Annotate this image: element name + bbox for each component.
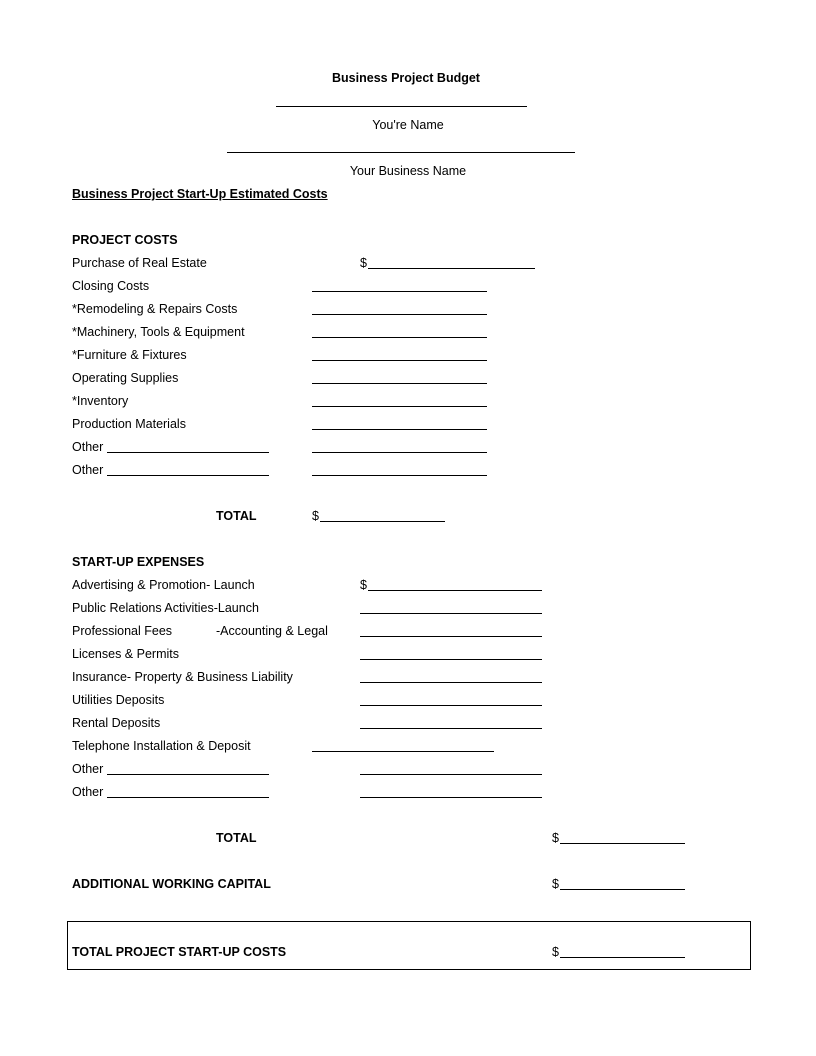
amount-field[interactable] — [312, 452, 487, 453]
project-cost-item: *Inventory — [72, 394, 129, 408]
professional-fees-subtext: -Accounting & Legal — [216, 624, 328, 638]
currency-symbol: $ — [552, 877, 559, 891]
business-name-field[interactable] — [227, 152, 575, 153]
amount-field[interactable] — [312, 406, 487, 407]
other-description-field[interactable] — [107, 774, 269, 775]
startup-expense-item: Telephone Installation & Deposit — [72, 739, 251, 753]
currency-symbol: $ — [360, 578, 367, 592]
startup-expense-item: Rental Deposits — [72, 716, 161, 730]
amount-field[interactable] — [360, 797, 542, 798]
project-cost-item: Other — [72, 463, 104, 477]
additional-working-capital-field[interactable] — [560, 889, 685, 890]
amount-field[interactable] — [360, 705, 542, 706]
startup-expense-item: Professional Fees — [72, 624, 173, 638]
amount-field[interactable] — [312, 337, 487, 338]
startup-expense-item: Public Relations Activities-Launch — [72, 601, 259, 615]
amount-field[interactable] — [360, 613, 542, 614]
amount-field[interactable] — [368, 590, 542, 591]
amount-field[interactable] — [312, 475, 487, 476]
project-cost-item: *Machinery, Tools & Equipment — [72, 325, 245, 339]
startup-expenses-heading: START-UP EXPENSES — [72, 555, 205, 569]
amount-field[interactable] — [312, 751, 494, 752]
amount-field[interactable] — [312, 429, 487, 430]
amount-field[interactable] — [360, 774, 542, 775]
amount-field[interactable] — [360, 636, 542, 637]
startup-expense-item: Utilities Deposits — [72, 693, 165, 707]
startup-expense-item: Licenses & Permits — [72, 647, 179, 661]
other-description-field[interactable] — [107, 475, 269, 476]
amount-field[interactable] — [312, 383, 487, 384]
document-title: Business Project Budget — [332, 71, 480, 85]
startup-expenses-total-field[interactable] — [560, 843, 685, 844]
project-costs-total-field[interactable] — [320, 521, 445, 522]
amount-field[interactable] — [360, 728, 542, 729]
currency-symbol: $ — [552, 831, 559, 845]
amount-field[interactable] — [312, 314, 487, 315]
grand-total-label: TOTAL PROJECT START-UP COSTS — [72, 945, 287, 959]
project-cost-item: Purchase of Real Estate — [72, 256, 207, 270]
other-description-field[interactable] — [107, 797, 269, 798]
startup-expense-item: Insurance- Property & Business Liability — [72, 670, 293, 684]
amount-field[interactable] — [312, 360, 487, 361]
your-name-field[interactable] — [276, 106, 527, 107]
project-cost-item: *Furniture & Fixtures — [72, 348, 187, 362]
project-cost-item: Other — [72, 440, 104, 454]
amount-field[interactable] — [360, 682, 542, 683]
project-cost-item: *Remodeling & Repairs Costs — [72, 302, 238, 316]
project-cost-item: Operating Supplies — [72, 371, 179, 385]
startup-expenses-total-label: TOTAL — [216, 831, 257, 845]
project-costs-total-label: TOTAL — [216, 509, 257, 523]
currency-symbol: $ — [360, 256, 367, 270]
section-title: Business Project Start-Up Estimated Costs — [72, 187, 328, 201]
your-name-label: You're Name — [372, 118, 444, 132]
startup-expense-item: Advertising & Promotion- Launch — [72, 578, 255, 592]
project-cost-item: Production Materials — [72, 417, 186, 431]
project-cost-item: Closing Costs — [72, 279, 150, 293]
grand-total-field[interactable] — [560, 957, 685, 958]
business-name-label: Your Business Name — [349, 164, 467, 178]
additional-working-capital-label: ADDITIONAL WORKING CAPITAL — [72, 877, 271, 891]
other-description-field[interactable] — [107, 452, 269, 453]
amount-field[interactable] — [312, 291, 487, 292]
amount-field[interactable] — [360, 659, 542, 660]
startup-expense-item: Other — [72, 762, 104, 776]
project-costs-heading: PROJECT COSTS — [72, 233, 178, 247]
currency-symbol: $ — [312, 509, 319, 523]
startup-expense-item: Other — [72, 785, 104, 799]
currency-symbol: $ — [552, 945, 559, 959]
amount-field[interactable] — [368, 268, 535, 269]
